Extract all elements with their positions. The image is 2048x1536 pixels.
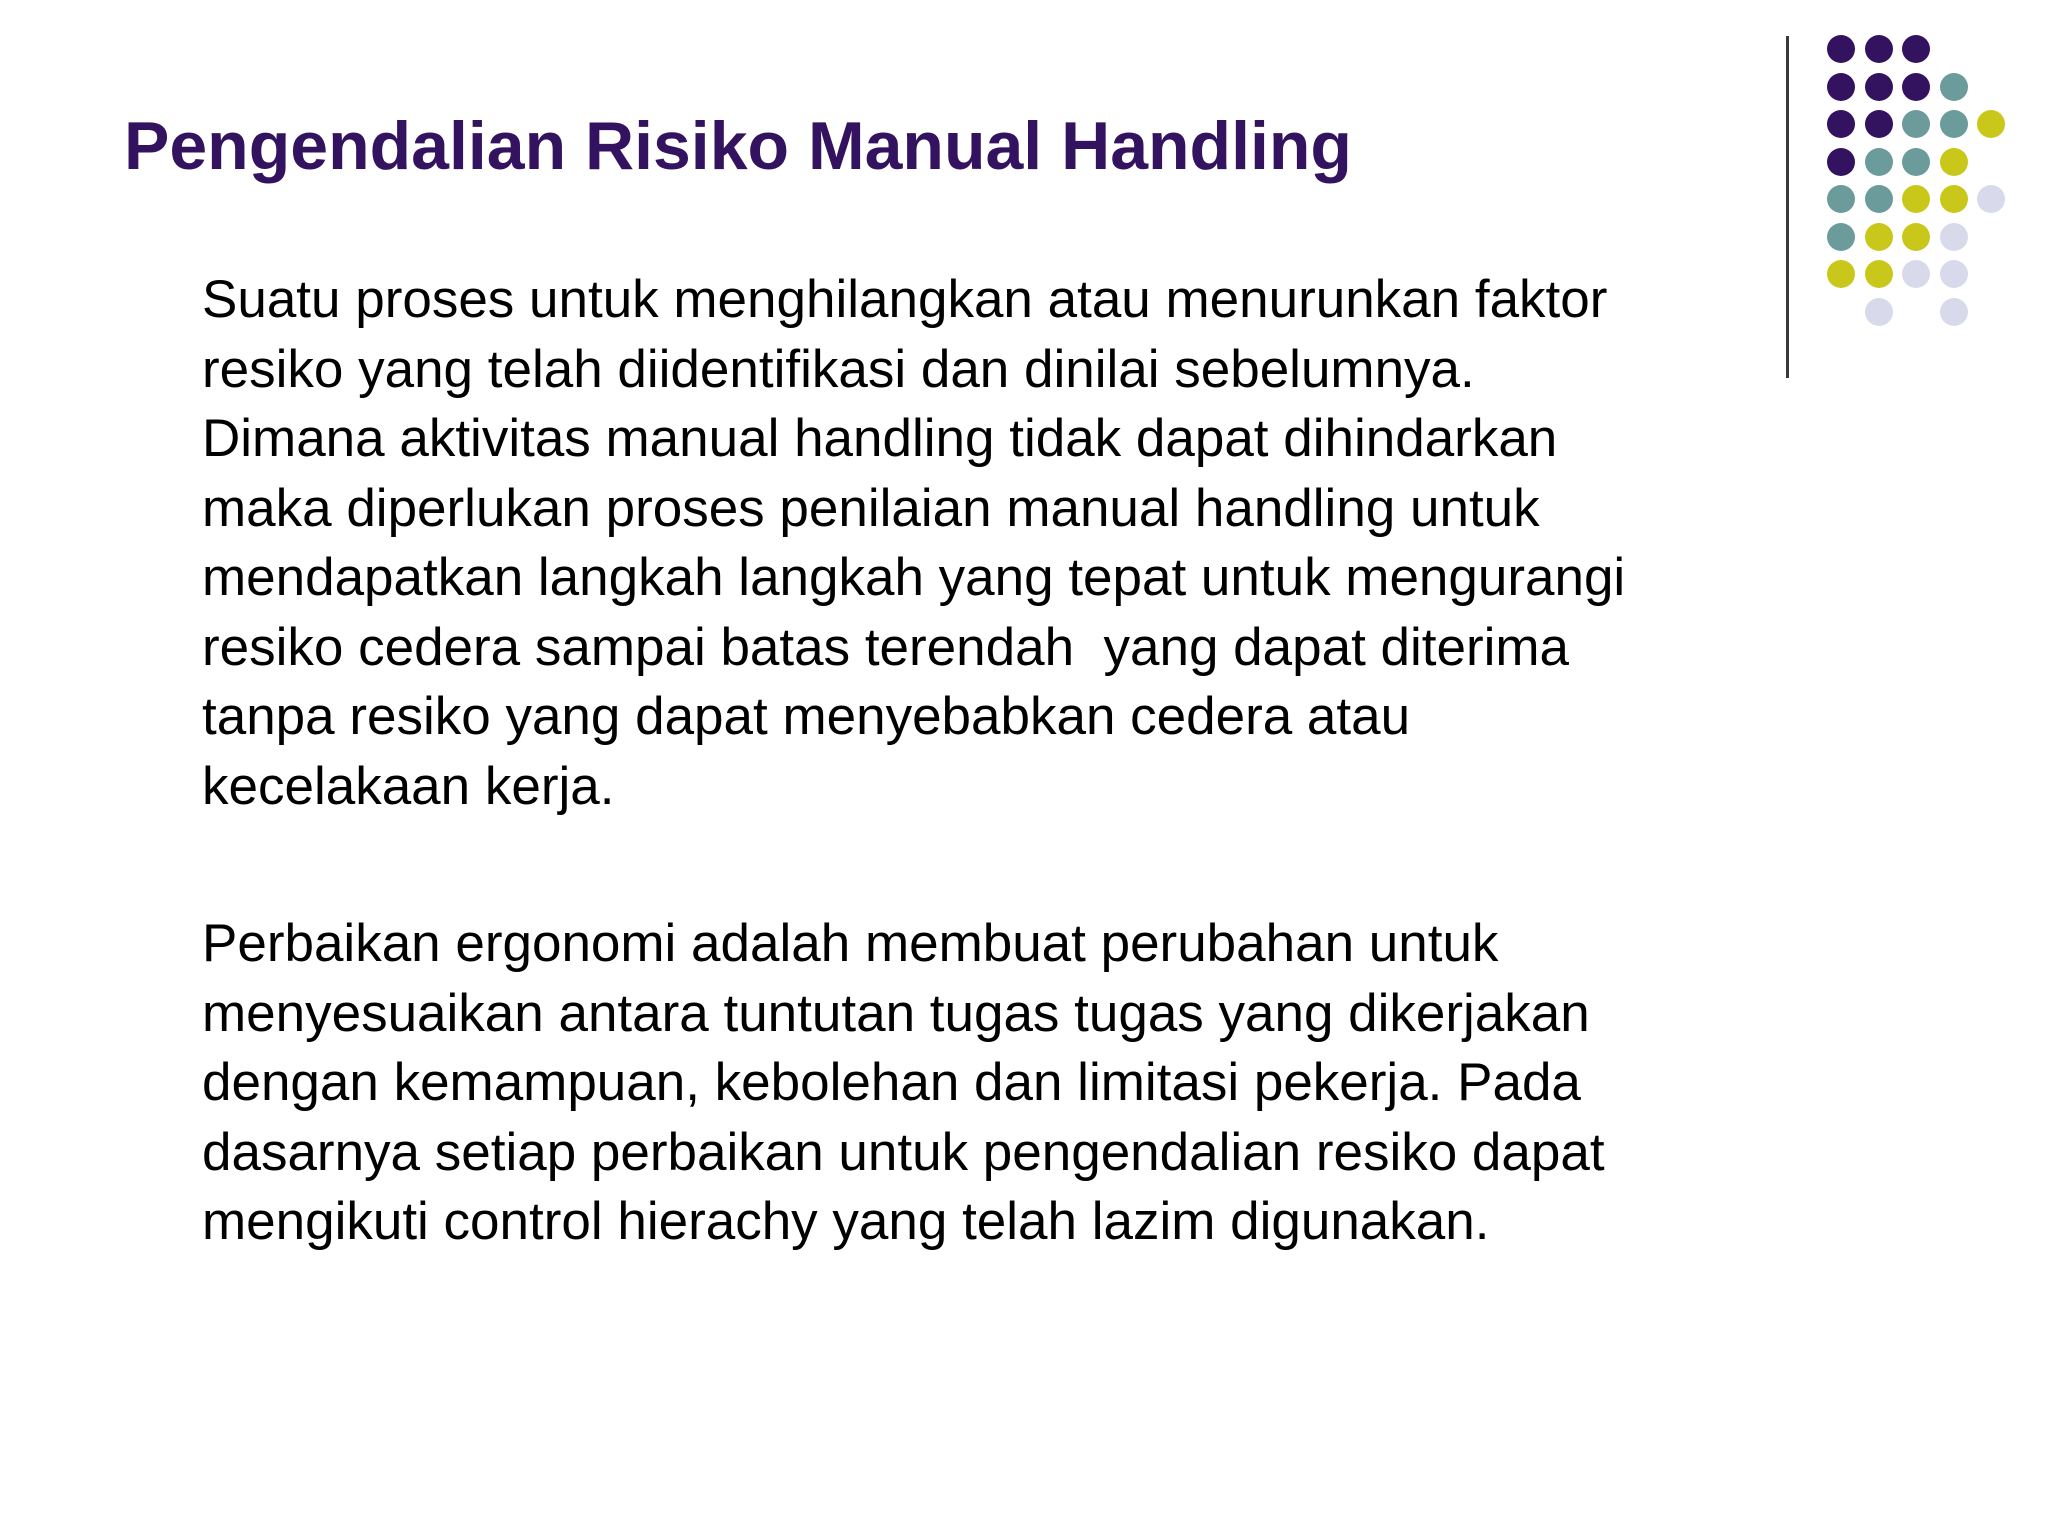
decorative-dot (1902, 148, 1930, 176)
decorative-dot (1940, 223, 1968, 251)
decorative-dot (1827, 73, 1855, 101)
decorative-dot (1902, 185, 1930, 213)
decorative-dot (1902, 73, 1930, 101)
decorative-dot (1865, 223, 1893, 251)
decorative-dot (1977, 185, 2005, 213)
body-paragraph-1 (202, 265, 1762, 821)
paragraph-line: Suatu proses untuk menghilangkan atau menurunkan faktor (202, 270, 1608, 329)
decorative-dot (1902, 110, 1930, 138)
decorative-dot (1827, 35, 1855, 63)
decorative-dot (1827, 110, 1855, 138)
decorative-dot (1940, 298, 1968, 326)
decorative-dot (1940, 110, 1968, 138)
decorative-dot (1940, 260, 1968, 288)
decorative-dot (1827, 185, 1855, 213)
paragraph-line: tanpa resiko yang dapat menyebabkan cedera atau (202, 687, 1411, 746)
decorative-dot (1902, 35, 1930, 63)
decorative-dot (1940, 185, 1968, 213)
decorative-dot (1865, 148, 1893, 176)
paragraph-line: mengikuti control hierachy yang telah lazim digunakan. (202, 1192, 1490, 1251)
paragraph-line: dengan kemampuan, kebolehan dan limitasi pekerja. Pada (202, 1053, 1581, 1112)
decorative-dot (1865, 260, 1893, 288)
decorative-dot (1865, 298, 1893, 326)
paragraph-line: resiko yang telah diidentifikasi dan dinilai sebelumnya. (202, 339, 1475, 399)
decorative-dot (1865, 35, 1893, 63)
paragraph-line: dasarnya setiap perbaikan untuk pengendalian resiko dapat (202, 1122, 1605, 1182)
decorative-dot (1865, 110, 1893, 138)
decorative-dot (1902, 260, 1930, 288)
decorative-dot (1827, 260, 1855, 288)
paragraph-line: kecelakaan kerja. (202, 756, 615, 816)
paragraph-line: Dimana aktivitas manual handling tidak dapat dihindarkan (202, 409, 1558, 468)
decorative-dot (1865, 185, 1893, 213)
decorative-dot (1827, 223, 1855, 251)
decorative-dot (1865, 73, 1893, 101)
decorative-dot (1940, 148, 1968, 176)
decorative-dot (1902, 223, 1930, 251)
slide-title: Pengendalian Risiko Manual Handling (124, 108, 1352, 184)
vertical-divider (1786, 36, 1789, 378)
paragraph-line: maka diperlukan proses penilaian manual handling untuk (202, 478, 1540, 538)
decorative-dot (1940, 73, 1968, 101)
body-paragraph-2 (202, 909, 1762, 1257)
paragraph-line: Perbaikan ergonomi adalah membuat perubahan untuk (202, 914, 1499, 973)
paragraph-line: resiko cedera sampai batas terendah yang dapat diterima (202, 617, 1570, 677)
paragraph-line: mendapatkan langkah langkah yang tepat untuk mengurangi (202, 548, 1626, 607)
paragraph-line: menyesuaikan antara tuntutan tugas tugas yang dikerjakan (202, 983, 1590, 1043)
decorative-dot (1827, 148, 1855, 176)
decorative-dot (1977, 110, 2005, 138)
